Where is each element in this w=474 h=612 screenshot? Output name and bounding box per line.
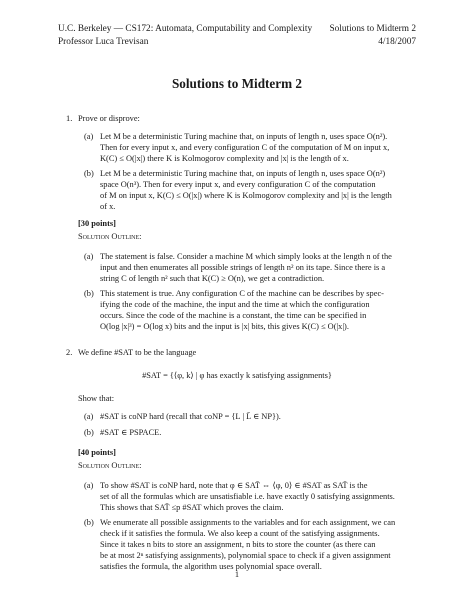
q1-solution-b-text [100, 288, 418, 332]
text-line: K(C) ≤ O(|x|) there K is Kolmogorov complexity and |x| is the length of x. [100, 154, 349, 164]
page-number: 1 [234, 570, 240, 579]
q1-intro: Prove or disprove: [78, 114, 140, 123]
text-line: This statement is true. Any configuration C of the machine can be describes by spec- [100, 289, 384, 298]
text-line: string C of length n² such that K(C) ≥ O(n), we get a contradiction. [100, 274, 325, 284]
q1-solution-outline-label: Solution Outline: [78, 232, 142, 241]
text-line: To show #SAT is coNP hard, note that φ ∈ SAT̄ ⇔ ⟨φ, 0⟩ ∈ #SAT as SAT̄ is the [100, 481, 368, 490]
q1-b-text [100, 168, 418, 212]
q2-solution-a-label: (a) [84, 481, 94, 490]
q1-solution-a-text [100, 251, 418, 284]
text-line: occurs. Since the code of the machine is a constant, the time can be specified in [100, 311, 367, 321]
text-line: The statement is false. Consider a machine M which simply looks at the length n of the [100, 252, 392, 261]
q1-b-label: (b) [84, 169, 94, 178]
text-line: of x. [100, 202, 116, 212]
q2-number: 2. [66, 348, 73, 357]
q1-a-text [100, 131, 418, 164]
q2-solution-b-text [100, 517, 418, 572]
text-line: of M on input x, K(C) ≤ O(|x|) where K is Kolmogorov complexity and |x| is the length [100, 191, 392, 201]
q1-points: [30 points] [78, 219, 116, 228]
q2-a-label: (a) [84, 412, 94, 421]
q2-intro: We define #SAT to be the language [78, 348, 197, 357]
page-title: Solutions to Midterm 2 [171, 76, 303, 91]
text-line: We enumerate all possible assignments to the variables and for each assignment, we can [100, 518, 396, 527]
q2-solution-outline-label: Solution Outline: [78, 461, 142, 470]
doc-type-line: Solutions to Midterm 2 [329, 24, 416, 34]
text-line: Since it takes n bits to store an assignment, n bits to store the counter (as there can [100, 540, 376, 550]
date-line: 4/18/2007 [378, 36, 416, 47]
q1-solution-a-label: (a) [84, 252, 94, 261]
text-line: satisfies the formula, the algorithm uses polynomial space overall. [100, 562, 322, 572]
q2-solution-b-label: (b) [84, 518, 94, 527]
header-right [329, 23, 416, 48]
text-line: check if it satisfies the formula. We also keep a count of the satisfying assignments. [100, 529, 380, 539]
text-line: This shows that SAT̄ ≤p #SAT which proves the claim. [100, 503, 284, 513]
course-line: U.C. Berkeley — CS172: Automata, Computability and Complexity [58, 24, 313, 34]
q2-a-text: #SAT is coNP hard (recall that coNP = {L | L̄ ∈ NP}). [100, 412, 281, 421]
q1-number: 1. [66, 114, 73, 123]
text-line: Then for every input x, and every configuration C of the computation of M on input x, [100, 143, 390, 153]
text-line: O(log |x|³) = O(log x) bits and the input is |x| bits, this gives K(C) ≤ O(|x|). [100, 322, 349, 332]
text-line: Let M be a deterministic Turing machine that, on inputs of length n, uses space O(n²). [100, 132, 388, 141]
q2-b-text: #SAT ∈ PSPACE. [100, 428, 162, 437]
q2-show-that: Show that: [78, 394, 115, 403]
q2-points: [40 points] [78, 448, 116, 457]
q1-solution-b-label: (b) [84, 289, 94, 298]
text-line: input and then enumerates all possible strings of length n² on its tape. Since there is a [100, 263, 386, 273]
q2-solution-a-text [100, 480, 418, 513]
professor-line: Professor Luca Trevisan [58, 36, 149, 47]
text-line: set of all the formulas which are unsatisfiable i.e. have exactly 0 satisfying assignments. [100, 492, 395, 502]
sharp-sat-definition: #SAT = {⟨φ, k⟩ | φ has exactly k satisfying assignments} [142, 371, 332, 380]
q1-a-label: (a) [84, 132, 94, 141]
text-line: be at most 2ⁿ satisfying assignments), polynomial space to check if a given assignment [100, 551, 391, 561]
text-line: space O(n³). Then for every input x, and every configuration C of the computation [100, 180, 376, 190]
header-left [58, 23, 312, 48]
text-line: ifying the code of the machine, the input and the time at which the configuration [100, 300, 370, 310]
text-line: Let M be a deterministic Turing machine that, on inputs of length n, uses space O(n²) [100, 169, 386, 178]
q2-b-label: (b) [84, 428, 94, 437]
